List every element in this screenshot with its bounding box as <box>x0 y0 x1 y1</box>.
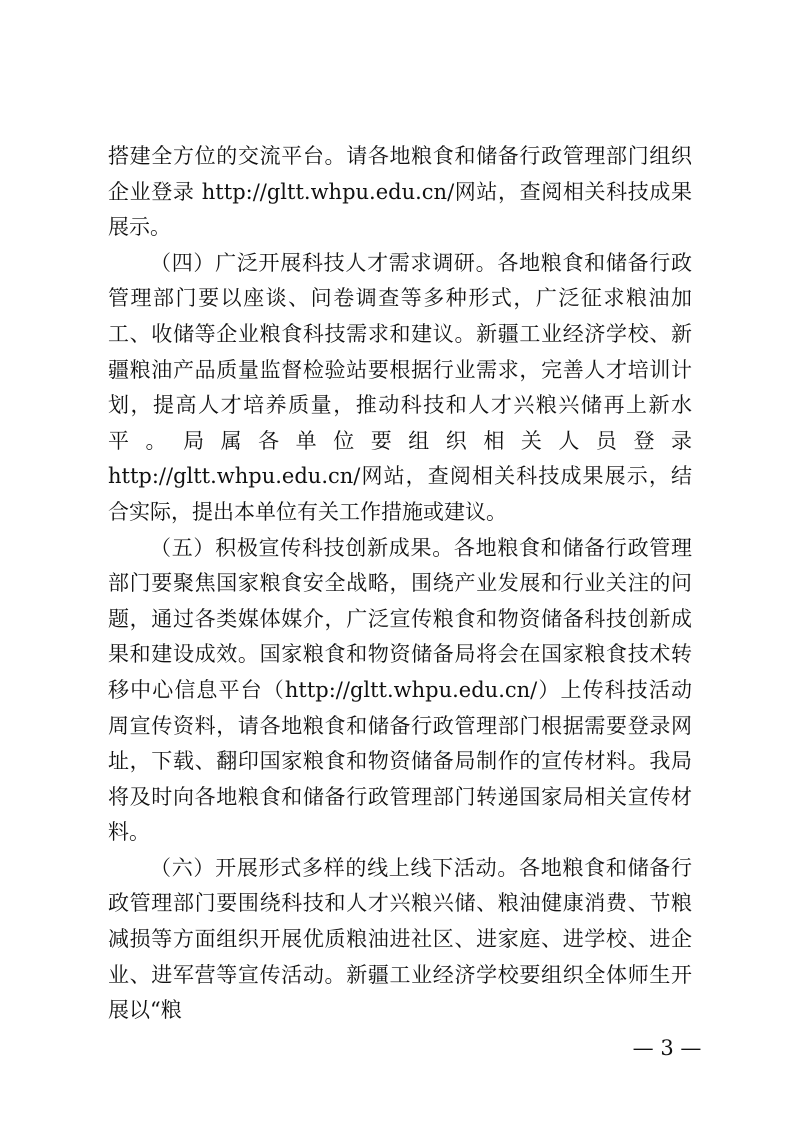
paragraph-text: 各地粮食和储备行政管理部门要以座谈、问卷调查等多种形式，广泛征求粮油加工、收储等企业粮食科技需求和建议。新疆工业经济学校、新疆粮油产品质量监督检验站要根据行业需求，完善人才培训计划，提高人才培养质量，推动科技和人才兴粮兴储再上新水平。局属各单位要组织相关人员登录 http://gltt.whpu.edu.cn/网站，查阅相关科技成果展示，结合实际，提出本单位有关工作措施或建议。 <box>108 250 693 524</box>
paragraph-section-4 <box>108 246 692 531</box>
section-heading: （五）积极宣传科技创新成果。 <box>150 535 454 560</box>
paragraph-section-5 <box>108 531 692 851</box>
section-heading: （四）广泛开展科技人才需求调研。 <box>150 250 498 275</box>
paragraph-section-6 <box>108 851 692 1029</box>
paragraph-text: 各地粮食和储备行政管理部门要围绕科技和人才兴粮兴储、粮油健康消费、节粮减损等方面组织开展优质粮油进社区、进家庭、进学校、进企业、进军营等宣传活动。新疆工业经济学校要组织全体师生开展以“粮 <box>108 855 693 1023</box>
paragraph-text: 搭建全方位的交流平台。请各地粮食和储备行政管理部门组织企业登录 http://gltt.whpu.edu.cn/网站，查阅相关科技成果展示。 <box>108 144 692 240</box>
body-text <box>108 139 692 1029</box>
section-heading: （六）开展形式多样的线上线下活动。 <box>150 855 520 880</box>
paragraph-continuation <box>108 139 692 246</box>
paragraph-text: 各地粮食和储备行政管理部门要聚焦国家粮食安全战略，围绕产业发展和行业关注的问题，通过各类媒体媒介，广泛宣传粮食和物资储备科技创新成果和建设成效。国家粮食和物资储备局将会在国家粮食技术转移中心信息平台（http://gltt.whpu.edu.cn/）上传科技活动周宣传资料，请各地粮食和储备行政管理部门根据需要登录网址，下载、翻印国家粮食和物资储备局制作的宣传材料。我局将及时向各地粮食和储备行政管理部门转递国家局相关宣传材料。 <box>108 535 693 845</box>
page-number: — 3 — <box>632 1036 702 1060</box>
